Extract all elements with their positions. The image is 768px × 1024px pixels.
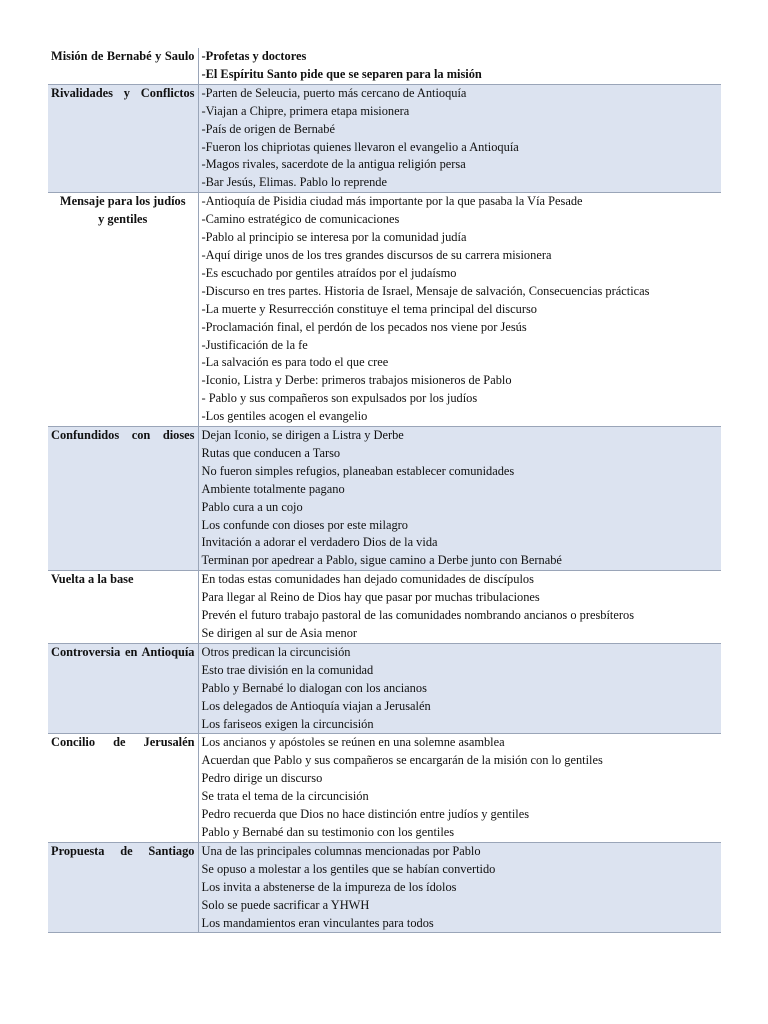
content-line: - Pablo y sus compañeros son expulsados por los judíos: [201, 391, 478, 406]
content-line: -Profetas y doctores: [201, 49, 307, 63]
row-content: [198, 48, 721, 84]
table-row: [48, 734, 721, 842]
content-line: Los mandamientos eran vinculantes para todos: [201, 915, 434, 930]
content-line: Solo se puede sacrificar a YHWH: [201, 897, 370, 912]
row-content: [198, 734, 721, 842]
content-line: Terminan por apedrear a Pablo, sigue camino a Derbe junto con Bernabé: [201, 553, 562, 568]
table-body: [48, 48, 721, 933]
row-content: [198, 427, 721, 571]
content-line: Los confunde con dioses por este milagro: [201, 517, 408, 532]
content-line: -Proclamación final, el perdón de los pecados nos viene por Jesús: [201, 319, 527, 334]
content-line: -País de origen de Bernabé: [201, 121, 335, 136]
table-row: [48, 84, 721, 192]
row-heading-text: Misión de Bernabé y Saulo: [51, 49, 195, 63]
content-line: Dejan Iconio, se dirigen a Listra y Derbe: [201, 428, 404, 443]
content-line: -La muerte y Resurrección constituye el tema principal del discurso: [201, 301, 537, 316]
content-line: Para llegar al Reino de Dios hay que pasar por muchas tribulaciones: [201, 590, 540, 605]
content-line: No fueron simples refugios, planeaban establecer comunidades: [201, 463, 515, 478]
row-heading: [48, 427, 198, 571]
content-line: -Discurso en tres partes. Historia de Israel, Mensaje de salvación, Consecuencias prácticas: [201, 283, 650, 298]
content-line: -Pablo al principio se interesa por la comunidad judía: [201, 230, 467, 245]
content-line: Pedro dirige un discurso: [201, 771, 323, 786]
content-line: -Camino estratégico de comunicaciones: [201, 212, 400, 227]
row-heading: [48, 48, 198, 84]
row-heading-text: Controversia en Antioquía: [51, 644, 195, 659]
content-line: -Iconio, Listra y Derbe: primeros trabajos misioneros de Pablo: [201, 373, 512, 388]
table-row: [48, 643, 721, 734]
content-line: Otros predican la circuncisión: [201, 644, 351, 659]
content-line: Una de las principales columnas mencionadas por Pablo: [201, 843, 481, 858]
row-heading-text: Vuelta a la base: [51, 572, 134, 587]
content-line: Los invita a abstenerse de la impureza de los ídolos: [201, 879, 457, 894]
content-line: -Aquí dirige unos de los tres grandes discursos de su carrera misionera: [201, 247, 552, 262]
row-heading-text: Mensaje para los judíos y gentiles: [59, 194, 186, 227]
content-line: Se dirigen al sur de Asia menor: [201, 626, 358, 640]
content-line: -Parten de Seleucia, puerto más cercano de Antioquía: [201, 85, 467, 100]
content-line: Esto trae división en la comunidad: [201, 662, 374, 677]
row-heading: [48, 842, 198, 933]
content-line: Se opuso a molestar a los gentiles que se habían convertido: [201, 861, 496, 876]
table-row: [48, 571, 721, 644]
content-line: Se trata el tema de la circuncisión: [201, 789, 369, 804]
content-line: -Los gentiles acogen el evangelio: [201, 409, 368, 424]
content-line: -Antioquía de Pisidia ciudad más importante por la que pasaba la Vía Pesade: [201, 194, 583, 209]
document-table: [48, 48, 721, 933]
content-line: Pedro recuerda que Dios no hace distinción entre judíos y gentiles: [201, 807, 530, 822]
content-line: -Viajan a Chipre, primera etapa misionera: [201, 103, 410, 118]
row-content: [198, 193, 721, 427]
table-row: [48, 427, 721, 571]
content-line: -Magos rivales, sacerdote de la antigua religión persa: [201, 157, 466, 172]
row-heading-text: Confundidos con dioses: [51, 428, 195, 443]
content-line: Invitación a adorar el verdadero Dios de la vida: [201, 535, 438, 550]
content-line: Los delegados de Antioquía viajan a Jerusalén: [201, 698, 431, 713]
content-line: -Es escuchado por gentiles atraídos por el judaísmo: [201, 265, 457, 280]
row-content: [198, 842, 721, 933]
row-heading-text: Rivalidades y Conflictos: [51, 85, 195, 100]
content-line: Pablo y Bernabé lo dialogan con los ancianos: [201, 680, 427, 695]
content-line: Pablo cura a un cojo: [201, 499, 303, 514]
content-line: -Fueron los chipriotas quienes llevaron el evangelio a Antioquía: [201, 139, 519, 154]
content-line: Pablo y Bernabé dan su testimonio con los gentiles: [201, 824, 455, 839]
row-heading: [48, 84, 198, 192]
content-line: -La salvación es para todo el que cree: [201, 355, 389, 370]
content-line: Los ancianos y apóstoles se reúnen en una solemne asamblea: [201, 735, 505, 750]
content-line: Los fariseos exigen la circuncisión: [201, 716, 374, 731]
content-line: En todas estas comunidades han dejado comunidades de discípulos: [201, 572, 534, 587]
row-heading: [48, 193, 198, 427]
content-line: -El Espíritu Santo pide que se separen para la misión: [201, 66, 482, 81]
row-heading: [48, 643, 198, 734]
content-line: Acuerdan que Pablo y sus compañeros se encargarán de la misión con lo gentiles: [201, 753, 603, 768]
row-heading: [48, 734, 198, 842]
content-line: -Justificación de la fe: [201, 337, 308, 352]
content-line: -Bar Jesús, Elimas. Pablo lo reprende: [201, 175, 387, 190]
content-line: Rutas que conducen a Tarso: [201, 445, 341, 460]
row-content: [198, 571, 721, 644]
table-row: [48, 842, 721, 933]
row-content: [198, 643, 721, 734]
content-line: Ambiente totalmente pagano: [201, 481, 345, 496]
row-content: [198, 84, 721, 192]
row-heading-text: Propuesta de Santiago: [51, 843, 195, 858]
table-row: [48, 48, 721, 84]
table-row: [48, 193, 721, 427]
row-heading: [48, 571, 198, 644]
content-line: Prevén el futuro trabajo pastoral de las comunidades nombrando ancianos o presbíteros: [201, 608, 635, 623]
row-heading-text: Concilio de Jerusalén: [51, 735, 195, 750]
